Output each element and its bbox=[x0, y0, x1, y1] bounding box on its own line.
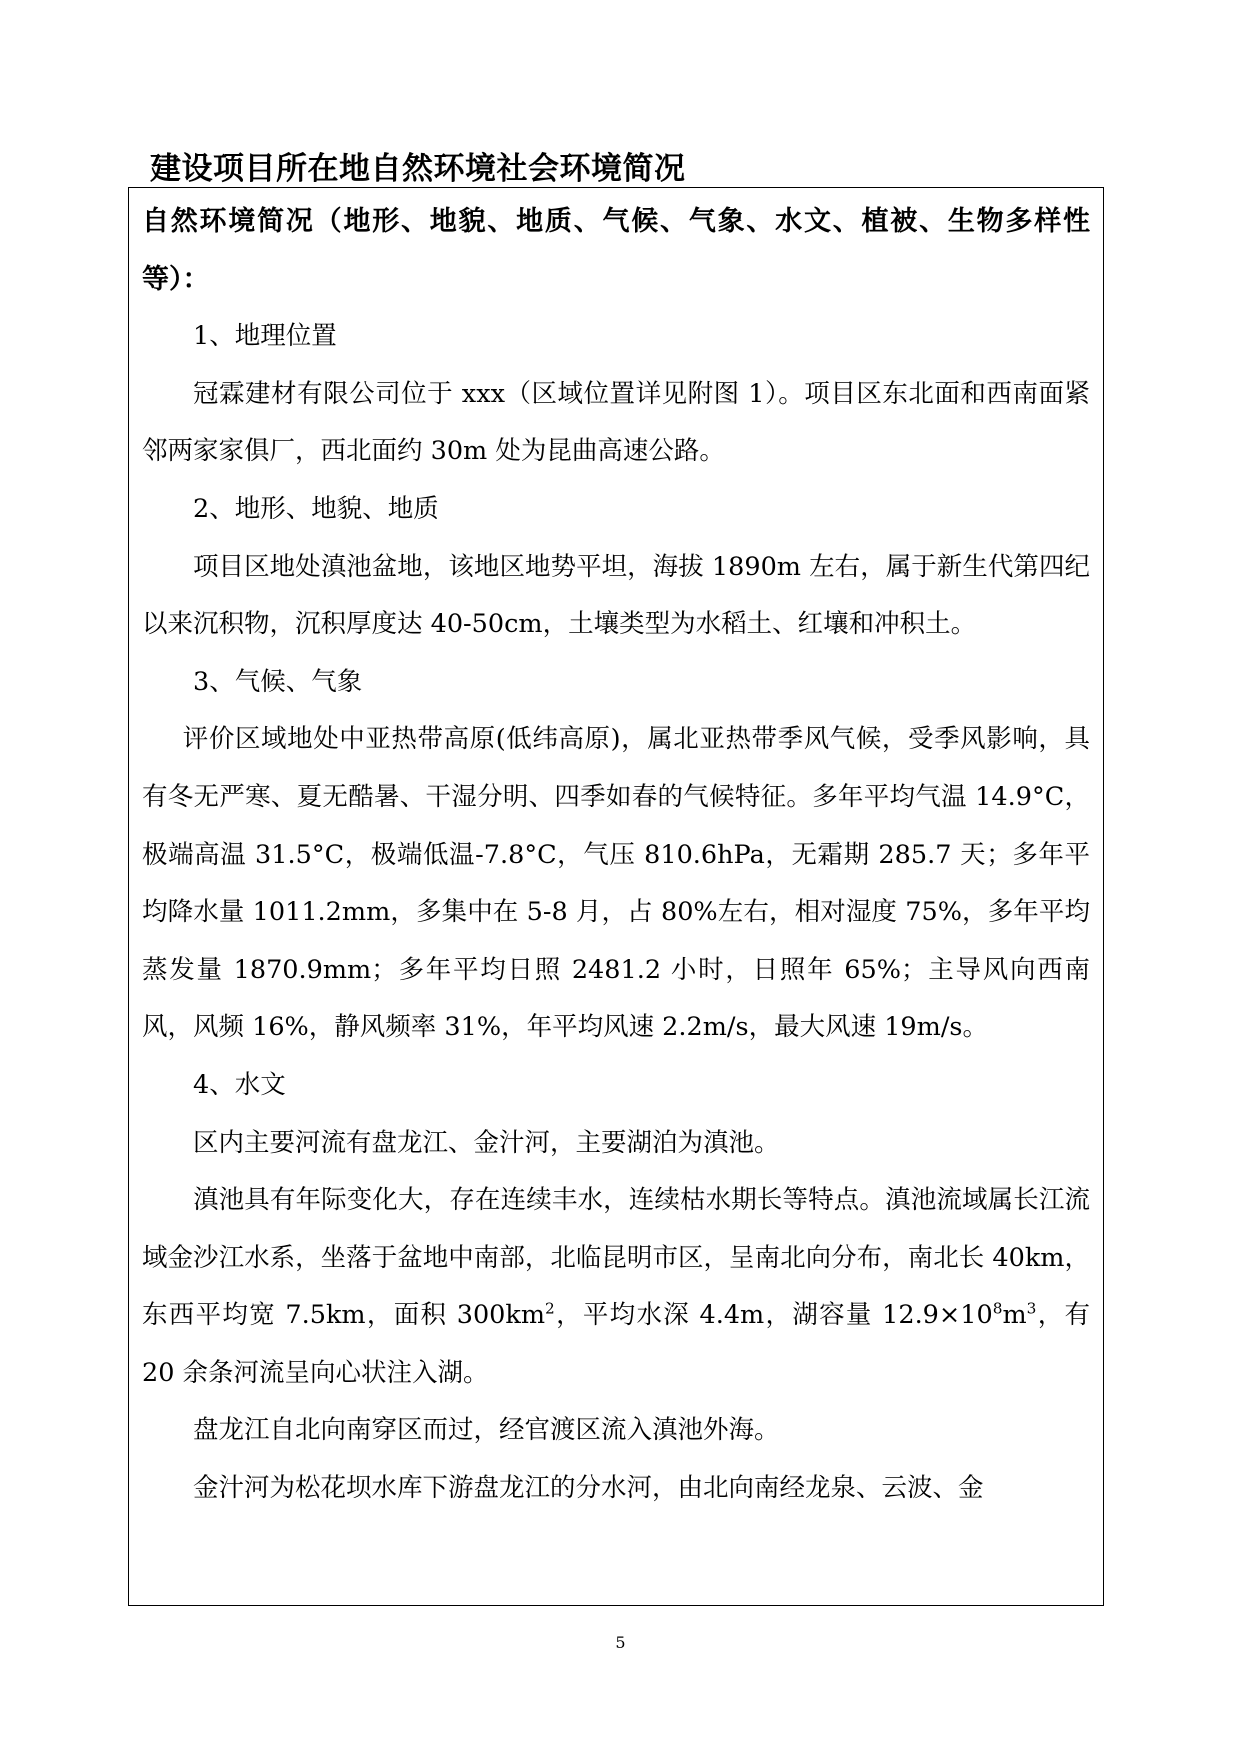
paragraph-rivers: 区内主要河流有盘龙江、金汁河，主要湖泊为滇池。 bbox=[193, 1127, 780, 1158]
dianchi-text-1: 滇池具有年际变化大，存在连续丰水，连续枯水期长等特点。滇池流域属长江流域金沙江水系，坐落于盆地中南部，北临昆明市区，呈南北向分布，南北长 40km，东西平均宽 7.5km，面积 300km bbox=[142, 1185, 1090, 1331]
area-superscript: 2 bbox=[545, 1299, 555, 1318]
dianchi-text-4: ，有 20 余条河流呈向心状注入湖。 bbox=[142, 1300, 1090, 1388]
page-number: 5 bbox=[615, 1633, 626, 1652]
item-heading-terrain: 2、地形、地貌、地质 bbox=[193, 493, 439, 524]
content-box bbox=[128, 187, 1104, 1606]
paragraph-jinzhi: 金汁河为松花坝水库下游盘龙江的分水河，由北向南经龙泉、云波、金 bbox=[193, 1473, 984, 1504]
item-heading-climate: 3、气候、气象 bbox=[193, 666, 363, 697]
section-heading: 自然环境简况（地形、地貌、地质、气候、气象、水文、植被、生物多样性等）： bbox=[142, 206, 1090, 295]
item-heading-hydrology: 4、水文 bbox=[193, 1069, 286, 1100]
item-heading-location: 1、地理位置 bbox=[193, 321, 337, 352]
paragraph-panlong: 盘龙江自北向南穿区而过，经官渡区流入滇池外海。 bbox=[193, 1415, 780, 1446]
dianchi-text-2: ，平均水深 4.4m，湖容量 12.9×10 bbox=[554, 1300, 993, 1331]
paragraph-climate: 评价区域地处中亚热带高原(低纬高原)，属北亚热带季风气候，受季风影响，具有冬无严寒、夏无酷暑、干湿分明、四季如春的气候特征。多年平均气温 14.9°C，极端高温 31.5°C，极端低温-7.8°C，气压 810.6hPa，无霜期 285.7 天；多年平均降水量 1011.2mm，多集中在 5-8 月，占 80%左右，相对湿度 75%，多年平均蒸发量 1870.9mm；多年平均日照 2481.2 小时，日照年 65%；主导风向西南风，风频 16%，静风频率 31%，年平均风速 2.2m/s，最大风速 19m/s。 bbox=[142, 724, 1090, 1043]
page-title: 建设项目所在地自然环境社会环境简况 bbox=[150, 151, 686, 187]
paragraph-dianchi bbox=[142, 1172, 1090, 1402]
volume-exponent: 8 bbox=[992, 1299, 1003, 1318]
dianchi-text-3: m bbox=[1002, 1300, 1027, 1331]
volume-unit-exponent: 3 bbox=[1026, 1299, 1037, 1318]
paragraph-location: 冠霖建材有限公司位于 xxx（区域位置详见附图 1）。项目区东北面和西南面紧邻两家家俱厂，西北面约 30m 处为昆曲高速公路。 bbox=[142, 378, 1090, 467]
paragraph-terrain: 项目区地处滇池盆地，该地区地势平坦，海拔 1890m 左右，属于新生代第四纪以来沉积物，沉积厚度达 40-50cm，土壤类型为水稻土、红壤和冲积土。 bbox=[142, 551, 1090, 640]
content-body bbox=[142, 193, 1090, 1518]
